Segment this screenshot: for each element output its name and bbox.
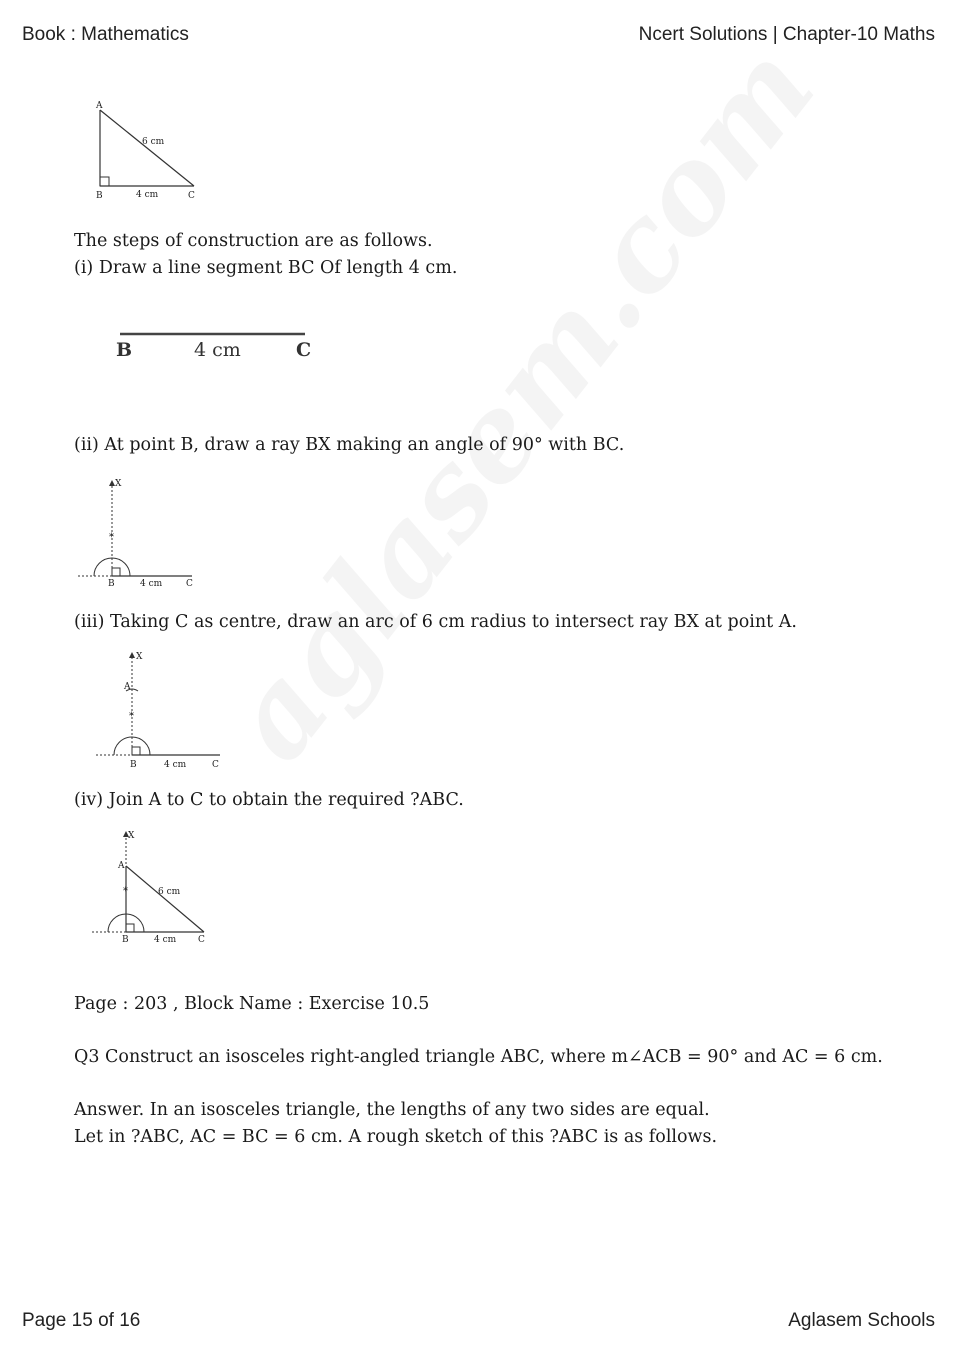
point-c-label: C [198, 935, 205, 945]
vertex-a-label: A [96, 101, 103, 111]
ray-x-label: X [128, 831, 135, 841]
vertex-b-label: B [96, 191, 103, 201]
svg-text:*: * [109, 532, 114, 543]
step-3-text: (iii) Taking C as centre, draw an arc of 6 cm radius to intersect ray BX at point A. [74, 612, 797, 632]
segment-length-label: 4 cm [140, 579, 163, 589]
ray-x-label: X [136, 652, 143, 662]
segment-length-label: 4 cm [194, 339, 241, 361]
header-chapter-title: Ncert Solutions | Chapter-10 Maths [638, 24, 935, 45]
page-block-info: Page : 203 , Block Name : Exercise 10.5 [74, 994, 430, 1014]
step-1-text: (i) Draw a line segment BC Of length 4 cm. [74, 258, 458, 278]
triangle-sketch-figure [88, 98, 213, 204]
segment-length-label: 4 cm [154, 935, 177, 945]
header-book-title: Book : Mathematics [22, 24, 189, 45]
step-4-text: (iv) Join A to C to obtain the required ?ABC. [74, 790, 464, 810]
point-b-label: B [116, 339, 133, 361]
watermark [200, 20, 841, 786]
point-b-label: B [122, 935, 129, 945]
point-a-label: A [124, 682, 131, 692]
vertex-c-label: C [188, 191, 195, 201]
svg-text:*: * [129, 711, 134, 722]
point-c-label: C [296, 339, 312, 361]
final-triangle-figure [88, 826, 223, 948]
hypotenuse-length-label: 6 cm [158, 887, 181, 897]
answer-line-1: Answer. In an isosceles triangle, the lengths of any two sides are equal. [74, 1100, 710, 1120]
ray-bx-figure [74, 474, 204, 592]
line-segment-figure [110, 326, 325, 370]
steps-intro: The steps of construction are as follows. [74, 231, 433, 251]
footer-page-number: Page 15 of 16 [22, 1310, 141, 1331]
footer-publisher: Aglasem Schools [788, 1310, 935, 1331]
step-2-text: (ii) At point B, draw a ray BX making an angle of 90° with BC. [74, 435, 625, 455]
svg-text:*: * [123, 886, 128, 897]
point-a-label: A [118, 861, 125, 871]
hypotenuse-length-label: 6 cm [142, 137, 165, 147]
ray-x-label: X [115, 479, 122, 489]
answer-line-2: Let in ?ABC, AC = BC = 6 cm. A rough sketch of this ?ABC is as follows. [74, 1127, 718, 1147]
segment-length-label: 4 cm [164, 760, 187, 770]
question-3-text: Q3 Construct an isosceles right-angled triangle ABC, where m∠ACB = 90° and AC = 6 cm. [74, 1047, 883, 1067]
arc-intersection-figure [92, 647, 227, 771]
point-c-label: C [212, 760, 219, 770]
point-b-label: B [108, 579, 115, 589]
base-length-label: 4 cm [136, 190, 159, 200]
point-b-label: B [130, 760, 137, 770]
point-c-label: C [186, 579, 193, 589]
